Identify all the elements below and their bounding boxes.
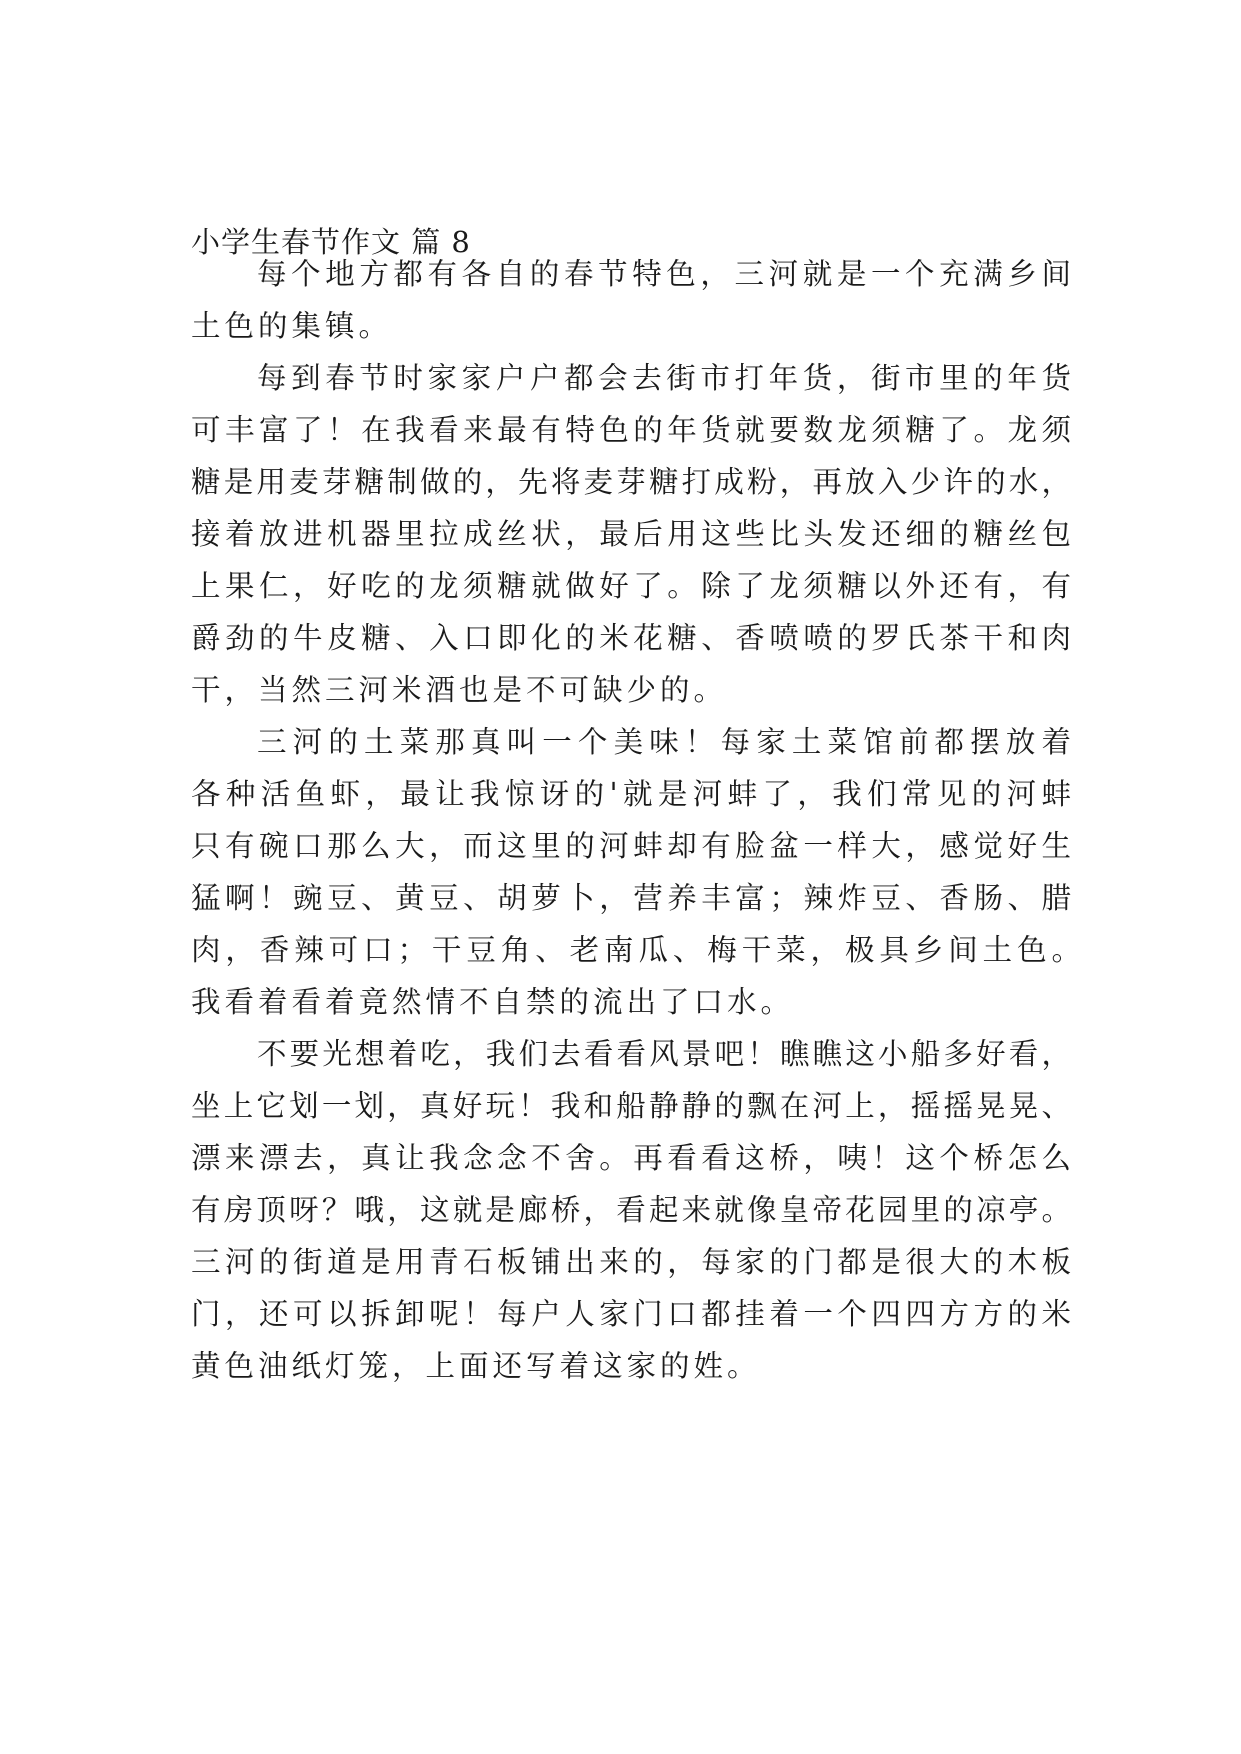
paragraph-line: 不要光想着吃，我们去看看风景吧！瞧瞧这小船多好看， (257, 1037, 1071, 1071)
paragraph-line: 糖是用麦芽糖制做的，先将麦芽糖打成粉，再放入少许的水， (191, 465, 1071, 499)
paragraph-line: 门，还可以拆卸呢！每户人家门口都挂着一个四四方方的米 (191, 1297, 1071, 1331)
paragraph-line: 肉，香辣可口；干豆角、老南瓜、梅干菜，极具乡间土色。 (191, 933, 1081, 967)
paragraph-line: 土色的集镇。 (191, 309, 393, 343)
paragraph-line: 有房顶呀？哦，这就是廊桥，看起来就像皇帝花园里的凉亭。 (191, 1193, 1071, 1227)
paragraph-line: 上果仁，好吃的龙须糖就做好了。除了龙须糖以外还有，有 (191, 569, 1071, 603)
paragraph-line: 三河的街道是用青石板铺出来的，每家的门都是很大的木板 (191, 1245, 1071, 1279)
paragraph-line: 每个地方都有各自的春节特色，三河就是一个充满乡间 (257, 257, 1071, 291)
paragraph-line: 我看着看着竟然情不自禁的流出了口水。 (191, 985, 795, 1019)
document-title: 小学生春节作文 篇 8 (191, 225, 471, 259)
paragraph-line: 接着放进机器里拉成丝状，最后用这些比头发还细的糖丝包 (191, 517, 1071, 551)
paragraph-line: 每到春节时家家户户都会去街市打年货，街市里的年货 (257, 361, 1071, 395)
paragraph-line: 各种活鱼虾，最让我惊讶的'就是河蚌了，我们常见的河蚌 (191, 777, 1071, 811)
paragraph-line: 猛啊！豌豆、黄豆、胡萝卜，营养丰富；辣炸豆、香肠、腊 (191, 881, 1071, 915)
paragraph-line: 干，当然三河米酒也是不可缺少的。 (191, 673, 728, 707)
paragraph-line: 只有碗口那么大，而这里的河蚌却有脸盆一样大，感觉好生 (191, 829, 1071, 863)
paragraph-line: 爵劲的牛皮糖、入口即化的米花糖、香喷喷的罗氏茶干和肉 (191, 621, 1071, 655)
paragraph-line: 三河的土菜那真叫一个美味！每家土菜馆前都摆放着 (257, 725, 1071, 759)
paragraph-line: 漂来漂去，真让我念念不舍。再看看这桥，咦！这个桥怎么 (191, 1141, 1071, 1175)
paragraph-line: 可丰富了！在我看来最有特色的年货就要数龙须糖了。龙须 (191, 413, 1071, 447)
paragraph-line: 黄色油纸灯笼，上面还写着这家的姓。 (191, 1349, 761, 1383)
paragraph-line: 坐上它划一划，真好玩！我和船静静的飘在河上，摇摇晃晃、 (191, 1089, 1071, 1123)
